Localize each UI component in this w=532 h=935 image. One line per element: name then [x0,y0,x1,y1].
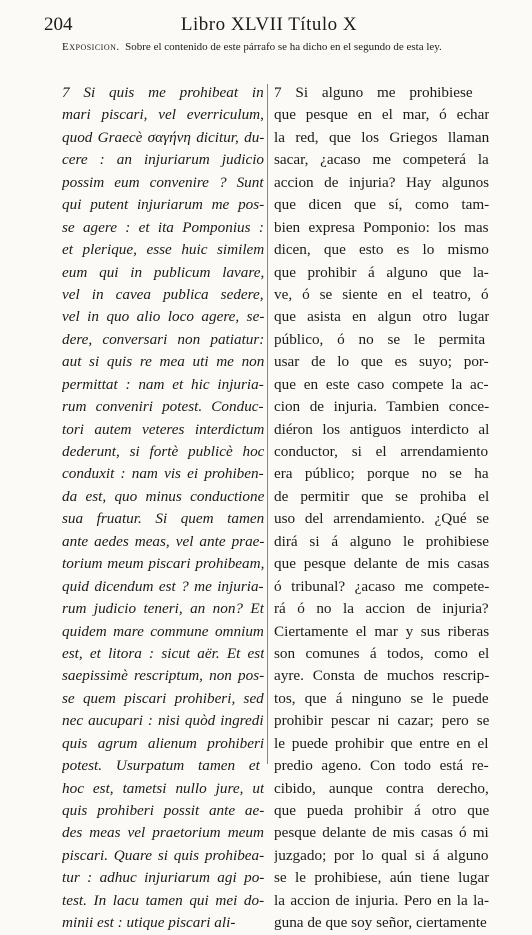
latin-text-line: est, et litora : sicut aër. Et est [62,644,264,662]
latin-text-line: test. In lacu tamen qui mei do- [62,891,264,909]
latin-text-line: rum conveniri potest. Conduc- [62,398,264,416]
spanish-text-line: la red, que los Griegos llaman [274,128,489,146]
spanish-text-line: que asista en algun otro lugar [274,308,489,326]
latin-text-line: da est, quo minus conductione [62,487,264,505]
latin-text-line: nec aucupari : nisi quòd ingredi [62,712,264,730]
spanish-text-line: ayre. Consta de muchos rescrip- [274,667,489,685]
latin-text-line: sua fruatur. Si quem tamen [62,510,264,528]
latin-text-line: cere : an injuriarum judicio [62,151,264,169]
spanish-text-line: público, ó no se le permita [274,330,486,348]
spanish-text-line: bien expresa Pomponio: los mas [274,218,489,236]
latin-text-line: vel in cavea publica sedere, [62,285,264,303]
latin-text-line: quod Graecè σαγήνη dicitur, du- [62,128,264,146]
spanish-text-line: se le prohibiese, aún tiene lugar [274,869,489,887]
running-header [44,14,494,36]
spanish-text-line: Ciertamente el mar y sus riberas [274,622,489,640]
spanish-text-line: diéron los antiguos interdicto al [274,420,489,438]
latin-text-line: 7 Si quis me prohibeat in [62,84,264,101]
latin-text-line: saepissimè rescriptum, non pos- [62,667,264,685]
latin-text-line: ante aedes meas, vel ante prae- [62,532,264,550]
page-number: 204 [44,14,73,35]
latin-text-line: rum judicio teneri, an non? Et [62,600,264,618]
latin-text-line: dere, conversari non patiatur: [62,330,264,348]
spanish-text-line: que dicen que sí, como tam- [274,196,489,214]
latin-text-line: conduxit : nam vis ei prohiben- [62,465,264,483]
spanish-text-line: accion de injuria? Hay algunos [274,173,489,191]
latin-text-line: aut si quis re mea uti me non [62,353,264,371]
latin-text-line: qui putent injuriarum me pos- [62,196,264,214]
running-title: Libro XLVII Título X [180,14,358,35]
spanish-text-line: dirá si á alguno le prohibiese [274,532,489,550]
spanish-text-line: guna de que soy señor, ciertamente [274,914,487,932]
spanish-text-line: que pueda prohibir á otro que [274,802,489,819]
spanish-text-line: conductor, si el arrendamiento [274,443,489,460]
latin-text-line: piscari. Quare si quis prohibea- [62,846,264,864]
latin-text-line: potest. Usurpatum tamen et [62,757,260,775]
latin-text-line: minii est : utique piscari ali- [62,914,236,932]
exposition-note [62,40,492,54]
spanish-text-line: cibido, aunque contra derecho, [274,779,489,797]
spanish-text-line: ó tribunal? ¿acaso me compete- [274,577,489,595]
latin-text-line: tur : adhuc injuriarum agi po- [62,869,264,887]
latin-text-line: des meas vel praetorium meum [62,824,264,842]
spanish-text-line: que en este caso compete la ac- [274,375,489,393]
latin-text-line: quis prohiberi possit ante ae- [62,802,264,819]
spanish-text-line: 7 Si alguno me prohibiese [274,84,473,101]
note-label: Exposicion. [62,41,120,53]
latin-text-line: possim eum convenire ? Sunt [62,173,264,191]
spanish-text-line: de permitir que se prohiba el [274,487,489,505]
latin-column [62,82,264,935]
spanish-text-line: que prohibir á alguno que la- [274,263,489,281]
latin-text-line: mari piscari, vel everriculum, [62,106,264,124]
latin-text-line: se quem piscari prohiberi, sed [62,689,264,707]
latin-text-line: quidem mare commune omnium [62,622,264,640]
latin-text-line: tori autem veteres interdictum [62,420,264,438]
spanish-text-line: predio ageno. Con todo está re- [274,757,489,775]
spanish-text-line: tos, que á ninguno se le puede [274,689,489,707]
column-divider [267,84,268,764]
latin-text-line: permittat : nam et hic injuria- [62,375,264,393]
spanish-text-line: prohibir pescar ni cazar; pero se [274,712,489,730]
spanish-text-line: la accion de injuria. Pero en la la- [274,891,489,909]
latin-text-line: hoc est, tametsi nullo jure, ut [62,779,264,797]
spanish-text-line: sacar, ¿acaso me competerá la [274,151,489,169]
latin-text-line: quid dicendum est ? me injuria- [62,577,264,595]
spanish-text-line: uso del arrendamiento. ¿Qué se [274,510,489,528]
spanish-text-line: son comunes á todos, como el [274,644,489,662]
spanish-text-line: que pesque en el mar, ó echar [274,106,489,124]
latin-text-line: quis agrum alienum prohiberi [62,734,264,752]
latin-text-line: et plerique, esse huic similem [62,241,264,259]
spanish-text-line: rá ó no la accion de injuria? [274,600,489,618]
spanish-text-line: le puede prohibir que entre en el [274,734,489,752]
spanish-column [274,82,489,935]
spanish-text-line: usar de lo que es suyo; por- [274,353,489,371]
spanish-text-line: era público; porque no se ha [274,465,489,483]
spanish-text-line: ve, ó se siente en el teatro, ó [274,285,489,303]
latin-text-line: torium meum piscari prohibeam, [62,555,264,573]
spanish-text-line: cion de injuria. Tambien conce- [274,398,489,416]
spanish-text-line: juzgado; por lo qual si á alguno [274,846,489,864]
latin-text-line: eum qui in publicum lavare, [62,263,264,281]
spanish-text-line: pesque delante de mis casas ó mi [274,824,489,842]
latin-text-line: dederunt, si fortè publicè hoc [62,443,264,460]
latin-text-line: se agere : et ita Pomponius : [62,218,264,236]
spanish-text-line: que pesque delante de mis casas [274,555,489,573]
spanish-text-line: dicen, que esto es lo mismo [274,241,489,259]
note-text: Sobre el contenido de este párrafo se ha dicho en el segundo de esta ley. [125,41,442,53]
latin-text-line: vel in quo alio loco agere, se- [62,308,264,326]
